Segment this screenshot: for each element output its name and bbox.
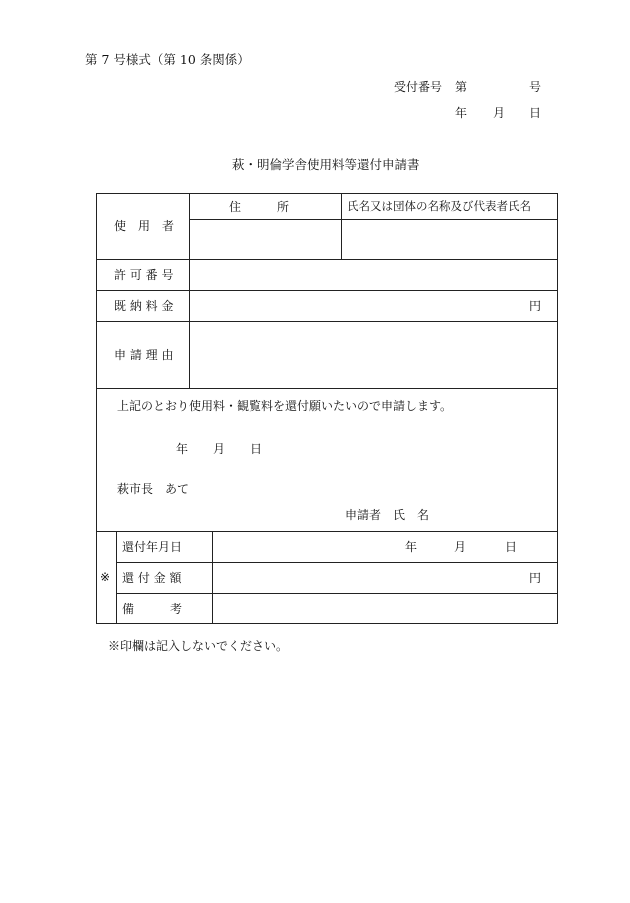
- applicant-name-field[interactable]: [436, 503, 551, 523]
- paid-fee-field[interactable]: [190, 291, 530, 321]
- address-field[interactable]: [190, 220, 341, 259]
- office-use-mark: ※: [100, 570, 111, 584]
- table-rule: [96, 388, 558, 389]
- applicant-name-label: 申請者 氏 名: [345, 508, 430, 522]
- refund-amount-unit: 円: [529, 571, 542, 585]
- reason-field[interactable]: [190, 322, 557, 388]
- permit-number-label: 許 可 番 号: [114, 268, 174, 282]
- footnote: ※印欄は記入しないでください。: [108, 639, 289, 653]
- address-label: 住 所: [229, 200, 290, 214]
- application-statement: 上記のとおり使用料・観覧料を還付願いたいので申請します。: [117, 399, 453, 413]
- table-rule: [116, 562, 558, 563]
- table-border-top: [96, 193, 558, 194]
- refund-date-month: 月: [454, 540, 467, 554]
- receipt-number-go: 号: [529, 80, 542, 94]
- table-rule: [116, 593, 558, 594]
- table-border-bottom: [96, 623, 558, 624]
- header-date-day: 日: [529, 106, 542, 120]
- addressee: 萩市長 あて: [117, 482, 190, 496]
- table-rule: [212, 531, 213, 623]
- refund-amount-label: 還 付 金 額: [122, 571, 182, 585]
- permit-number-field[interactable]: [190, 260, 557, 290]
- paid-fee-label: 既 納 料 金: [114, 299, 174, 313]
- refund-date-label: 還付年月日: [122, 540, 183, 554]
- application-table: [96, 193, 558, 624]
- statement-date-month: 月: [213, 442, 226, 456]
- header-date-month: 月: [493, 106, 506, 120]
- user-label: 使 用 者: [114, 219, 175, 233]
- form-number-label: 第 7 号様式（第 10 条関係）: [85, 52, 250, 67]
- name-field[interactable]: [342, 220, 557, 259]
- statement-date-day: 日: [250, 442, 263, 456]
- refund-date-day: 日: [505, 540, 518, 554]
- table-border-right: [557, 193, 558, 624]
- name-label: 氏名又は団体の名称及び代表者氏名: [347, 199, 531, 213]
- page-title: 萩・明倫学舎使用料等還付申請書: [232, 157, 420, 172]
- paid-fee-unit: 円: [529, 299, 542, 313]
- table-rule: [116, 531, 117, 623]
- table-rule: [96, 531, 558, 532]
- receipt-number-dai: 第: [455, 80, 468, 94]
- remarks-label: 備 考: [122, 602, 183, 616]
- refund-date-year: 年: [405, 540, 418, 554]
- reason-label: 申 請 理 由: [114, 348, 174, 362]
- statement-date-year: 年: [176, 442, 189, 456]
- table-border-left: [96, 193, 97, 624]
- header-date-year: 年: [455, 106, 468, 120]
- receipt-number-label: 受付番号: [394, 80, 443, 94]
